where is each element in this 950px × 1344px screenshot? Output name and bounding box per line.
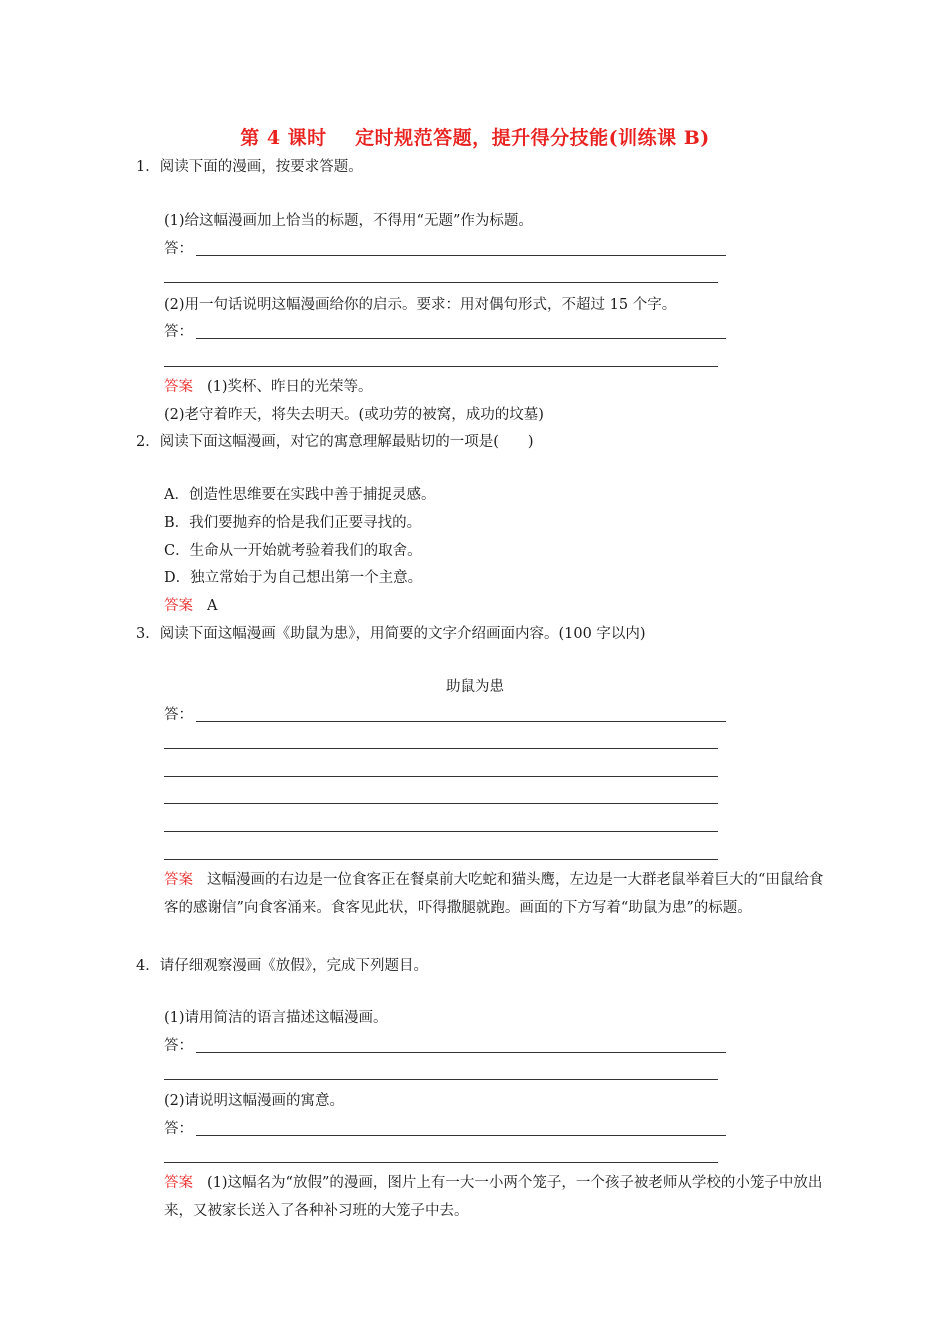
answer-label: 答案 [164, 1175, 193, 1191]
question-4-part-1: (1)请用简洁的语言描述这幅漫画。 [164, 1010, 388, 1026]
page-title: 第 4 课时 定时规范答题，提升得分技能(训练课 B) [240, 127, 710, 149]
comic-caption: 助鼠为患 [446, 679, 504, 695]
question-2-stem: 2．阅读下面这幅漫画，对它的寓意理解最贴切的一项是( ) [136, 434, 534, 450]
answer-line [196, 338, 726, 339]
answer-prompt: 答： [164, 324, 193, 340]
question-1-answer-2: (2)老守着昨天，将失去明天。(或功劳的被窝，成功的坟墓) [164, 407, 544, 423]
question-2-answer [164, 596, 217, 616]
answer-line [164, 803, 718, 804]
answer-label: 答案 [164, 872, 193, 888]
answer-text: (1)奖杯、昨日的光荣等。 [207, 379, 373, 395]
answer-line [164, 366, 718, 367]
answer-line [164, 1162, 718, 1163]
answer-line [196, 1135, 726, 1136]
answer-label: 答案 [164, 379, 193, 395]
answer-text: 这幅漫画的右边是一位食客正在餐桌前大吃蛇和猫头鹰，左边是一大群老鼠举着巨大的“田鼠给食客的感谢信”向食客涌来。食客见此状，吓得撒腿就跑。画面的下方写着“助鼠为患”的标题。 [164, 872, 824, 916]
question-4-answer [164, 1169, 824, 1225]
option-d: D．独立常始于为自己想出第一个主意。 [164, 570, 423, 586]
question-4-part-2: (2)请说明这幅漫画的寓意。 [164, 1093, 345, 1109]
answer-prompt: 答： [164, 707, 193, 723]
answer-label: 答案 [164, 598, 193, 614]
answer-line [164, 831, 718, 832]
answer-prompt: 答： [164, 1038, 193, 1054]
answer-line [164, 282, 718, 283]
question-3-stem: 3．阅读下面这幅漫画《助鼠为患》，用简要的文字介绍画面内容。(100 字以内) [136, 626, 646, 642]
question-1-stem: 1．阅读下面的漫画，按要求答题。 [136, 159, 363, 175]
answer-prompt: 答： [164, 241, 193, 257]
option-a: A．创造性思维要在实践中善于捕捉灵感。 [164, 487, 436, 503]
answer-text: (1)这幅名为“放假”的漫画，图片上有一大一小两个笼子，一个孩子被老师从学校的小笼子中放出来，又被家长送入了各种补习班的大笼子中去。 [164, 1175, 823, 1219]
option-b: B．我们要抛弃的恰是我们正要寻找的。 [164, 515, 422, 531]
question-1-answer-1 [164, 377, 373, 397]
answer-line [196, 1052, 726, 1053]
answer-line [164, 748, 718, 749]
answer-prompt: 答： [164, 1121, 193, 1137]
question-1-part-2: (2)用一句话说明这幅漫画给你的启示。要求：用对偶句形式，不超过 15 个字。 [164, 297, 677, 313]
answer-line [164, 1079, 718, 1080]
question-3-answer [164, 866, 824, 922]
question-1-part-1: (1)给这幅漫画加上恰当的标题，不得用“无题”作为标题。 [164, 213, 533, 229]
answer-line [164, 859, 718, 860]
answer-line [196, 721, 726, 722]
question-4-stem: 4．请仔细观察漫画《放假》，完成下列题目。 [136, 958, 428, 974]
answer-line [196, 255, 726, 256]
answer-text: A [207, 598, 218, 614]
answer-line [164, 776, 718, 777]
option-c: C．生命从一开始就考验着我们的取舍。 [164, 543, 422, 559]
